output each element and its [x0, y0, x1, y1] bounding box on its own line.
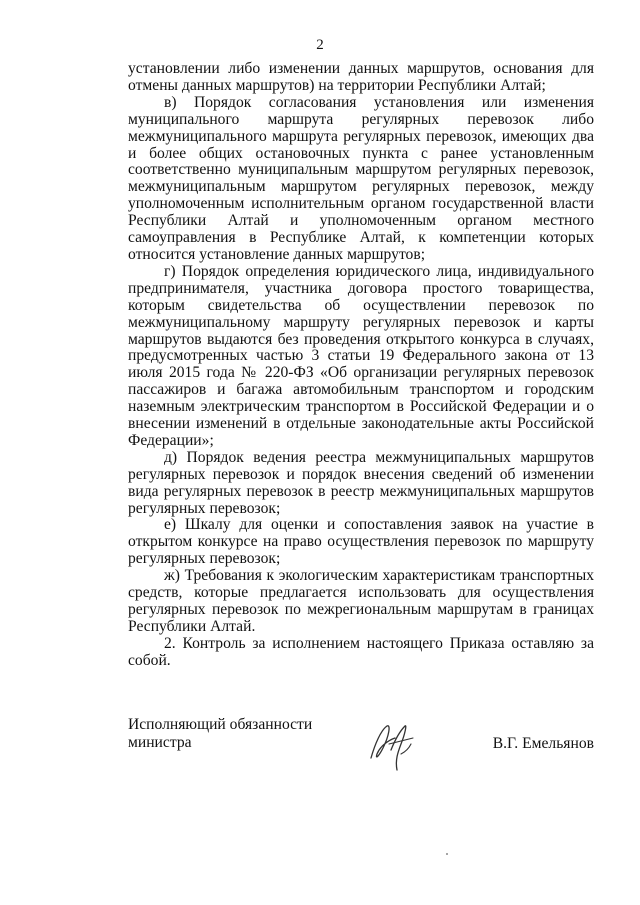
handwritten-signature	[361, 714, 423, 776]
signatory-name: В.Г. Емельянов	[492, 735, 594, 752]
paragraph: д) Порядок ведения реестра межмуниципальных маршрутов регулярных перевозок и порядок внесения сведений об изменении вида регулярных перевозок в реестр межмуниципальных маршрутов регулярных перевозок;	[128, 448, 594, 517]
paragraph: в) Порядок согласования установления или изменения муниципального маршрута регулярных перевозок либо межмуниципального маршрута регулярных перевозок, имеющих два и более общих остановочных пункта с ранее установленным соответственно муниципальным маршрутом регулярных перевозок, межмуниципальным маршрутом регулярных перевозок, между уполномоченным исполнительным органом государственной власти Республики Алтай и уполномоченным органом местного самоуправления в Республике Алтай, к компетенции которых относится установление данных маршрутов;	[128, 93, 594, 263]
document-body	[128, 61, 594, 670]
paragraph: г) Порядок определения юридического лица, индивидуального предпринимателя, участника договора простого товарищества, которым свидетельства об осуществлении перевозок по межмуниципальному маршруту регулярных перевозок и карты маршрутов выдаются без проведения открытого конкурса в случаях, предусмотренных частью 3 статьи 19 Федерального закона от 13 июля 2015 года № 220-ФЗ «Об организации регулярных перевозок пассажиров и багажа автомобильным транспортом и городским наземным электрическим транспортом в Российской Федерации и о внесении изменений в отдельные законодательные акты Российской Федерации»;	[128, 262, 594, 449]
signatory-title-line: Исполняющий обязанности	[128, 716, 313, 733]
page-number: 2	[316, 37, 324, 53]
paragraph: ж) Требования к экологическим характеристикам транспортных средств, которые предлагается использовать для осуществления регулярных перевозок по межрегиональным маршрутам в границах Республики Алтай.	[128, 567, 594, 635]
scan-speck	[446, 853, 448, 855]
signatory-title	[128, 716, 348, 752]
paragraph: 2. Контроль за исполнением настоящего Приказа оставляю за собой.	[128, 634, 594, 669]
signatory-title-line: министра	[128, 734, 192, 751]
signature-block	[128, 716, 594, 776]
paragraph: установлении либо изменении данных маршрутов, основания для отмены данных маршрутов) на территории Республики Алтай;	[128, 60, 594, 94]
paragraph: е) Шкалу для оценки и сопоставления заявок на участие в открытом конкурсе на право осуществления перевозок по маршруту регулярных перевозок;	[128, 516, 594, 568]
